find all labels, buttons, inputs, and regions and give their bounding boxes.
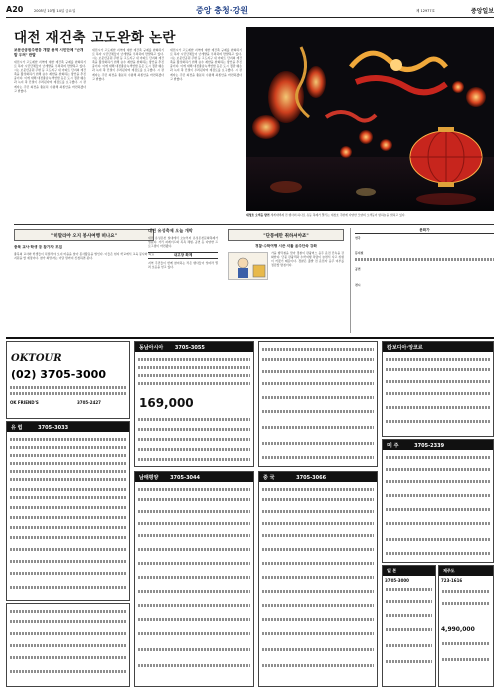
jeju-ad[interactable]	[438, 565, 494, 687]
photo-caption	[246, 214, 494, 217]
main-article-col-1	[14, 48, 86, 221]
himalaya-article-body: 충북의 교사와 학생들이 히말라야 오지 마을을 찾아 봉사활동을 벌인다. 이들은 현지 학교에서 교육 봉사와 의료 지원을 할 예정이다. 참가 희망자는 이달 말까지 신청하면 된다.	[14, 252, 154, 261]
japan-ad[interactable]	[382, 565, 436, 687]
cambodia-title: 캄보디아·앙코르	[383, 342, 493, 352]
photo-caption-title: 대청호 오색등 향연	[246, 213, 270, 217]
section-title: 중앙 충청·강원	[196, 5, 248, 15]
japan-title: 일 본	[387, 568, 397, 573]
autumn-article-body: 가을 행락철을 맞아 경찰이 관광버스 음주 운전 단속을 강화한다. 단풍 관광객과 수학여행 차량이 늘면서 사고 위험이 커졌기 때문이다. 경찰은 출발 전 운전자 음주 여부를 점검할 방침이다.	[271, 251, 344, 268]
southeast-asia-ad[interactable]	[134, 341, 254, 467]
europe-ad[interactable]	[6, 421, 130, 601]
americas-ad[interactable]	[382, 439, 494, 563]
illustration-image	[228, 252, 268, 280]
photo-caption-text: 세계대백제 전 행사의 하나로 유등 축제가 열리는 대청호 주변에 다양한 모양의 오색등이 밤하늘을 밝히고 있다.	[270, 213, 406, 217]
himalaya-article-title: "히말라야 오지 봉사여행 떠나요"	[14, 229, 154, 241]
section-divider	[14, 224, 494, 225]
southeast-asia-price: 169,000	[139, 396, 194, 410]
publish-date: 2005년 10월 14일 금요일	[34, 9, 76, 13]
china-title: 중 국	[263, 475, 275, 481]
culture-category-2: 뮤지컬	[355, 251, 364, 256]
europe-phone: 3705-3033	[38, 425, 69, 431]
ok-friends-phone: 3705-2427	[77, 400, 101, 405]
page-number: A20	[6, 5, 24, 14]
autumn-article	[228, 244, 344, 333]
southeast-asia-title: 동남아시아	[139, 345, 164, 351]
china-phone: 3705-3066	[296, 475, 327, 481]
festival-article-body: 대전 유성온천 일대에서 오늘부터 유성온천문화축제가 열린다. 거리 퍼레이드와 족욕 체험, 공연 등 다양한 프로그램이 마련됐다.	[148, 236, 218, 249]
himalaya-article-subhead: 충북 교사·학생 등 참가자 모집	[14, 245, 63, 249]
pacific-phone: 3705-3044	[170, 475, 200, 481]
autumn-article-title: "단풍에만 취하셔야죠"	[228, 229, 344, 241]
ok-tour-logo: OKTOUR	[11, 353, 62, 364]
festival-article-title: 대전 유성축제 오늘 개막	[148, 228, 193, 233]
main-article-subhead: 보문산공원주변등 개발 용역 시민단체 "난개발 우려" 반발	[14, 48, 84, 57]
pacific-title: 남태평양	[139, 475, 159, 481]
culture-category-3: 공연	[355, 267, 361, 272]
cambodia-ad[interactable]	[382, 341, 494, 437]
americas-phone: 3705-2339	[414, 443, 445, 449]
local-news-body: 지역 주민들이 함께 참여하는 작은 행사들이 잇따라 열려 호응을 얻고 있다.	[148, 261, 218, 270]
culture-category-1: 연극	[355, 236, 361, 240]
jeju-phone: 723-1616	[441, 578, 463, 583]
pacific-ad[interactable]	[134, 471, 254, 687]
europe-title: 유 럽	[11, 425, 23, 431]
issue-number: 제 12977호	[416, 9, 436, 13]
himalaya-article	[14, 245, 154, 333]
main-headline: 대전 재건축 고도완화 논란	[14, 30, 176, 46]
culture-title: 문화가	[355, 228, 494, 234]
main-article-body-2: 대전시가 고도제한 지역에 대한 재건축 규제를 완화하기로 하자 시민단체들이 난개발을 우려하며 반발하고 있다. 시는 보문산공원 주변 등 고도지구 내 아파트 단지의 재건축을 활성화하기 위해 층수 제한을 완화하는 방안을 추진 중이다. 이에 대해 대전충남녹색연합 등은 도시 경관 훼손과 녹지 축 단절이 우려된다며 재검토를 요구했다. 시 관계자는 주민 의견을 충분히 수렴해 최종안을 마련하겠다고 밝혔다.	[92, 48, 164, 81]
ok-tour-phone: (02) 3705-3000	[11, 368, 106, 381]
americas-title: 미 주	[387, 443, 399, 449]
japan-phone: 3705-3000	[385, 578, 409, 583]
newspaper-brand: 중앙일보	[470, 8, 494, 15]
page-header	[6, 4, 494, 18]
local-news-title: 내고장 화제	[148, 252, 218, 259]
culture-category-4: 전시	[355, 283, 361, 288]
culture-listing	[350, 228, 494, 333]
main-article-col-3	[170, 48, 242, 221]
festival-article	[148, 228, 218, 333]
main-article-body: 대전시가 고도제한 지역에 대한 재건축 규제를 완화하기로 하자 시민단체들이 난개발을 우려하며 반발하고 있다. 시는 보문산공원 주변 등 고도지구 내 아파트 단지의 재건축을 활성화하기 위해 층수 제한을 완화하는 방안을 추진 중이다. 이에 대해 대전충남녹색연합 등은 도시 경관 훼손과 녹지 축 단절이 우려된다며 재검토를 요구했다. 시 관계자는 주민 의견을 충분히 수렴해 최종안을 마련하겠다고 밝혔다.	[14, 60, 86, 93]
autumn-article-subhead: 경찰·수학여행 시즌 셔틀 음주단속 강화	[255, 244, 317, 248]
jeju-price: 4,990,000	[441, 626, 475, 633]
lantern-festival-photo	[246, 27, 494, 211]
main-article-col-2	[92, 48, 164, 221]
main-article-body-3: 대전시가 고도제한 지역에 대한 재건축 규제를 완화하기로 하자 시민단체들이 난개발을 우려하며 반발하고 있다. 시는 보문산공원 주변 등 고도지구 내 아파트 단지의 재건축을 활성화하기 위해 층수 제한을 완화하는 방안을 추진 중이다. 이에 대해 대전충남녹색연합 등은 도시 경관 훼손과 녹지 축 단절이 우려된다며 재검토를 요구했다. 시 관계자는 주민 의견을 충분히 수렴해 최종안을 마련하겠다고 밝혔다.	[170, 48, 242, 81]
ok-tour-ad[interactable]	[6, 341, 130, 419]
ok-friends-label: OK FRIEND'S	[10, 400, 39, 405]
jeju-title: 제주도	[443, 568, 455, 573]
travel-ads-section	[6, 337, 494, 687]
center-wide-ad[interactable]	[258, 341, 378, 467]
bottom-left-ad[interactable]	[6, 603, 130, 687]
china-ad[interactable]	[258, 471, 378, 687]
southeast-asia-phone: 3705-3055	[174, 345, 205, 351]
